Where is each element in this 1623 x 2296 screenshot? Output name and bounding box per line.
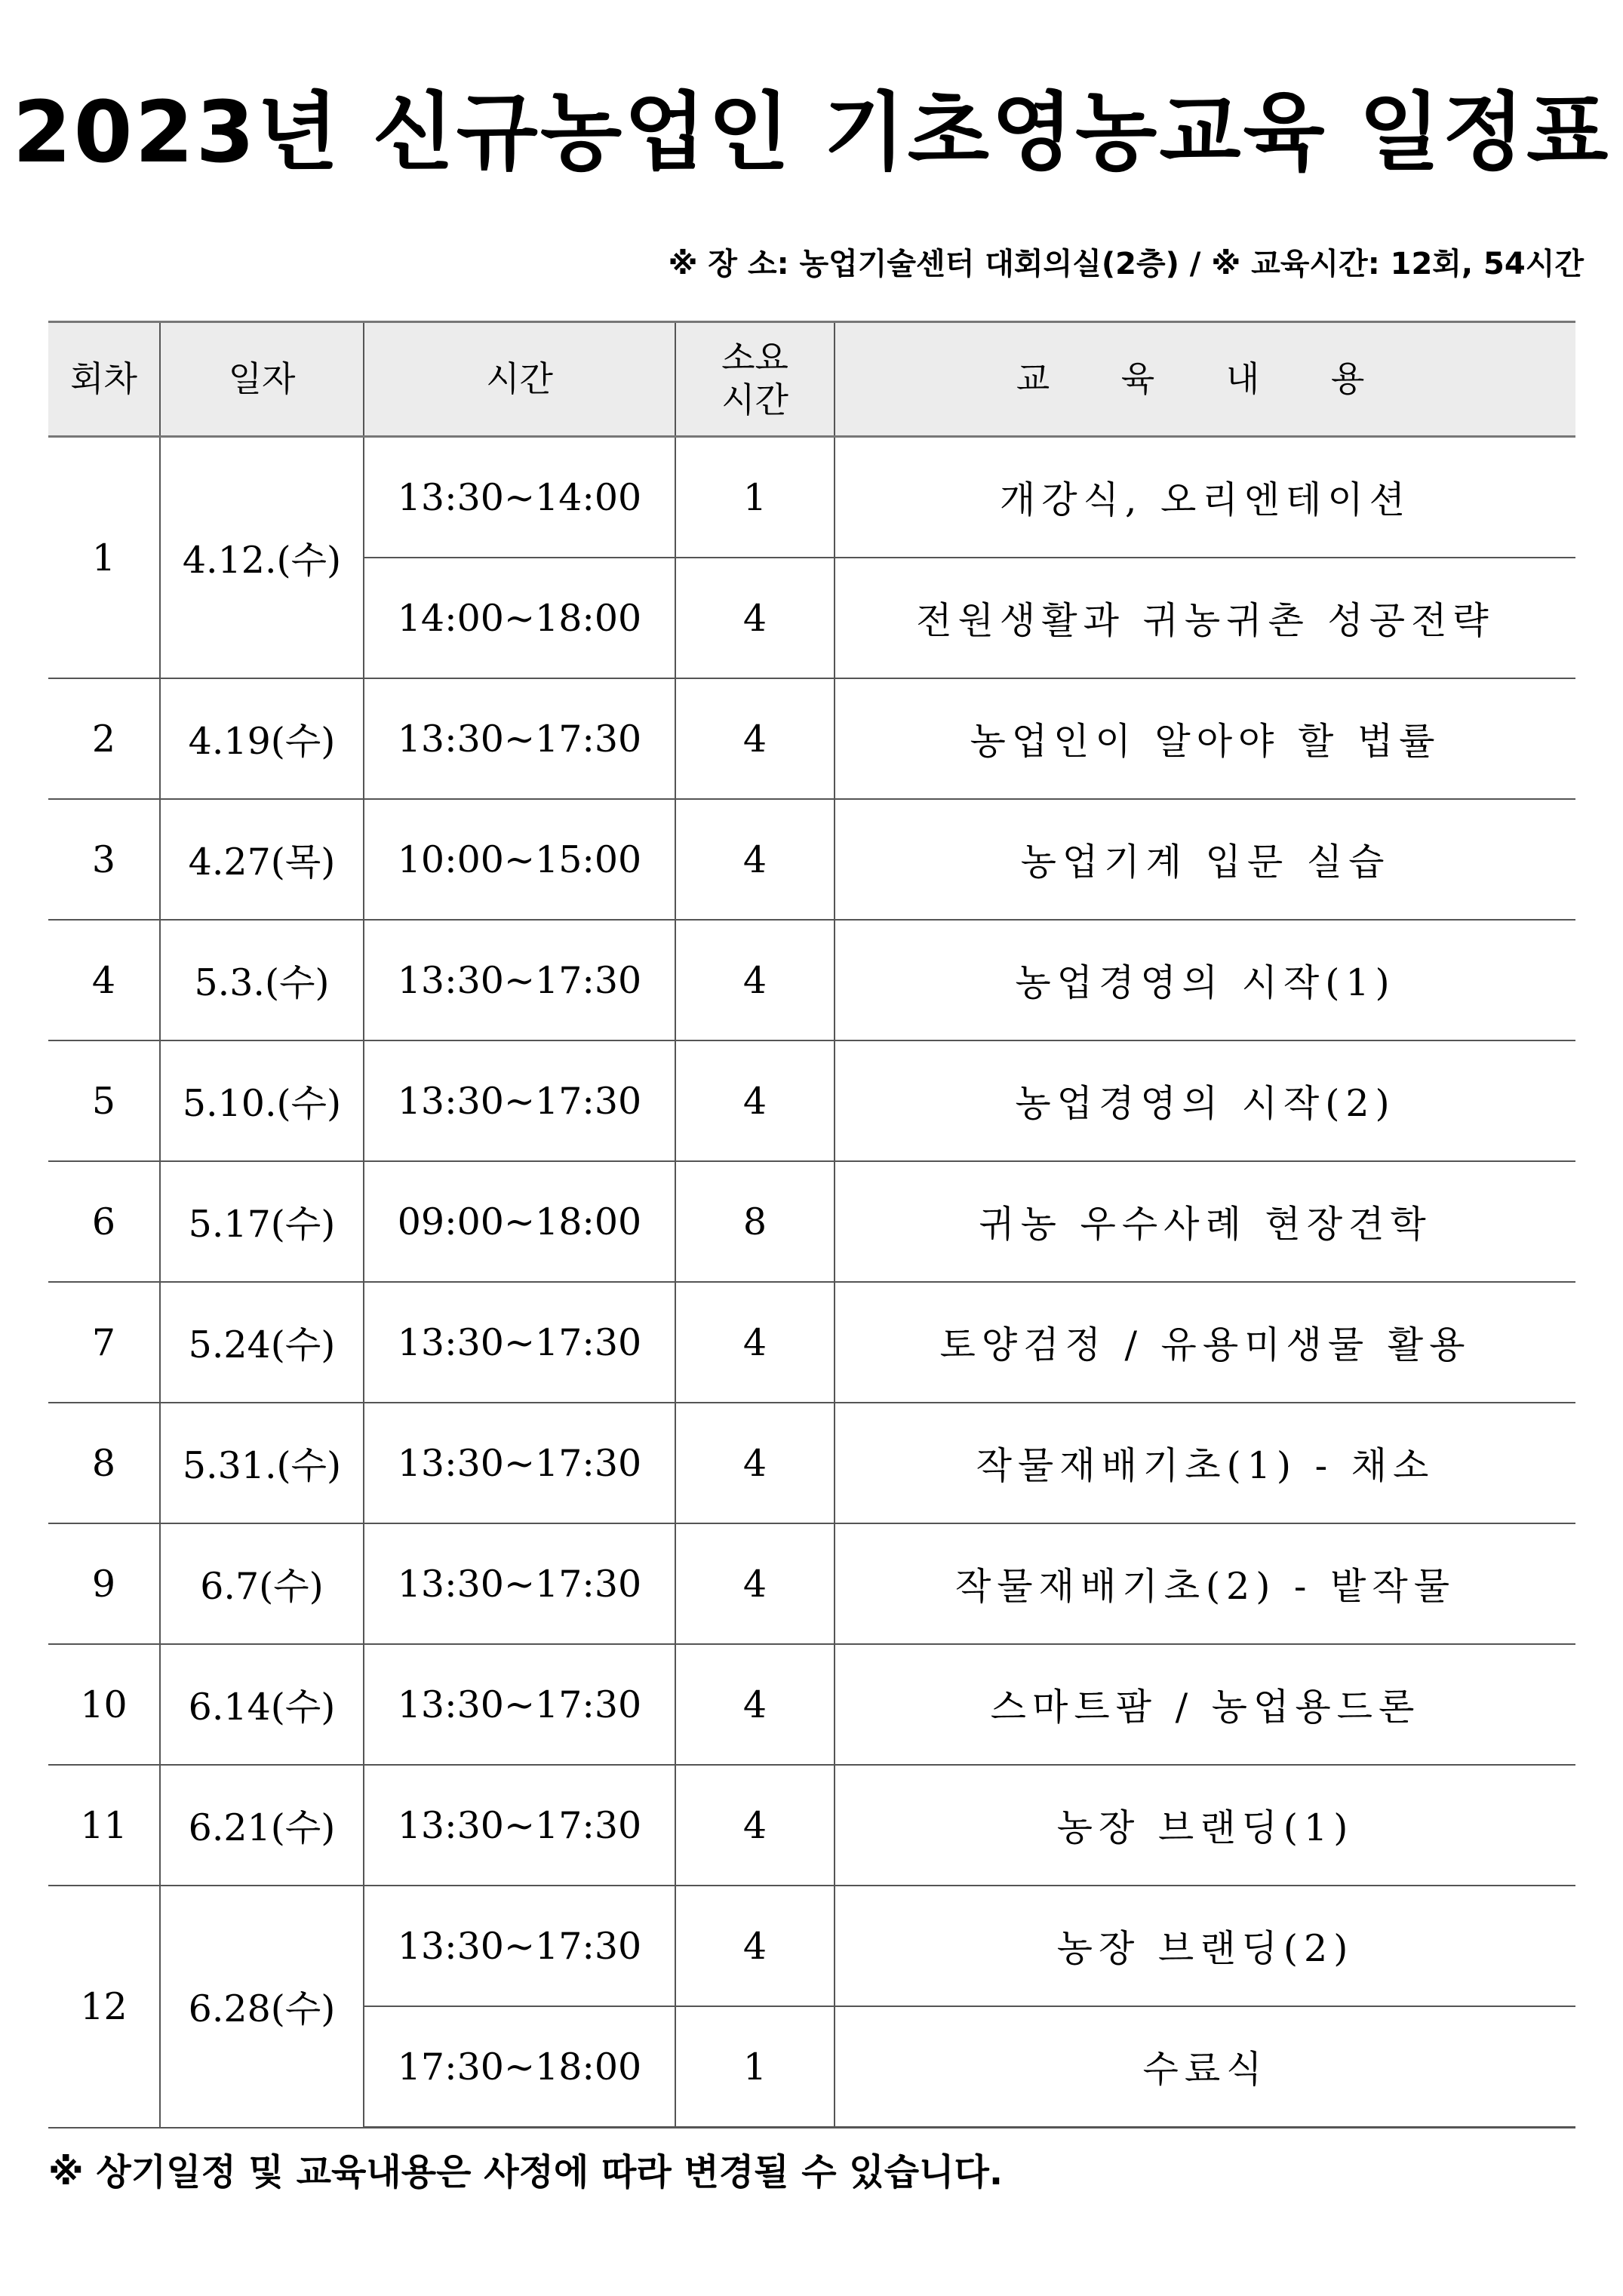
content-cell: 스마트팜 / 농업용드론 <box>835 1644 1575 1765</box>
time-cell: 13:30~17:30 <box>364 1765 675 1886</box>
round-cell: 2 <box>48 678 160 799</box>
table-row <box>48 1644 1575 1765</box>
content-cell: 작물재배기초(1) - 채소 <box>835 1403 1575 1523</box>
hours-cell: 8 <box>675 1161 835 1282</box>
hours-cell: 4 <box>675 1644 835 1765</box>
hours-cell: 1 <box>675 437 835 558</box>
content-cell: 전원생활과 귀농귀촌 성공전략 <box>835 558 1575 678</box>
date-cell: 5.3.(수) <box>160 920 364 1040</box>
hours-cell: 4 <box>675 1403 835 1523</box>
schedule-table <box>48 321 1575 2128</box>
time-cell: 13:30~17:30 <box>364 1403 675 1523</box>
table-row <box>48 1523 1575 1644</box>
round-cell: 5 <box>48 1040 160 1161</box>
content-cell: 농업경영의 시작(1) <box>835 920 1575 1040</box>
table-row <box>48 920 1575 1040</box>
round-cell: 3 <box>48 799 160 920</box>
hours-cell: 4 <box>675 799 835 920</box>
time-cell: 13:30~17:30 <box>364 1644 675 1765</box>
header-content: 교 육 내 용 <box>835 322 1575 437</box>
header-duration-line2: 시간 <box>721 379 788 420</box>
time-cell: 09:00~18:00 <box>364 1161 675 1282</box>
date-cell: 4.12.(수) <box>160 437 364 679</box>
content-cell: 농업경영의 시작(2) <box>835 1040 1575 1161</box>
footer-note: ※ 상기일정 및 교육내용은 사정에 따라 변경될 수 있습니다. <box>48 2151 1004 2193</box>
hours-cell: 4 <box>675 558 835 678</box>
hours-cell: 1 <box>675 2006 835 2128</box>
date-cell: 6.21(수) <box>160 1765 364 1886</box>
content-cell: 작물재배기초(2) - 밭작물 <box>835 1523 1575 1644</box>
date-cell: 4.19(수) <box>160 678 364 799</box>
content-cell: 농업기계 입문 실습 <box>835 799 1575 920</box>
time-cell: 13:30~17:30 <box>364 1523 675 1644</box>
content-cell: 수료식 <box>835 2006 1575 2128</box>
round-cell: 10 <box>48 1644 160 1765</box>
time-cell: 13:30~17:30 <box>364 920 675 1040</box>
table-row <box>48 1282 1575 1403</box>
time-cell: 13:30~14:00 <box>364 437 675 558</box>
table-row <box>48 1040 1575 1161</box>
time-cell: 10:00~15:00 <box>364 799 675 920</box>
table-row <box>48 437 1575 558</box>
round-cell: 7 <box>48 1282 160 1403</box>
round-cell: 12 <box>48 1886 160 2128</box>
content-cell: 토양검정 / 유용미생물 활용 <box>835 1282 1575 1403</box>
time-cell: 13:30~17:30 <box>364 1886 675 2006</box>
round-cell: 9 <box>48 1523 160 1644</box>
content-cell: 농장 브랜딩(1) <box>835 1765 1575 1886</box>
header-date: 일자 <box>160 322 364 437</box>
table-row <box>48 1403 1575 1523</box>
round-cell: 11 <box>48 1765 160 1886</box>
round-cell: 8 <box>48 1403 160 1523</box>
date-cell: 5.10.(수) <box>160 1040 364 1161</box>
content-cell: 귀농 우수사례 현장견학 <box>835 1161 1575 1282</box>
hours-cell: 4 <box>675 1523 835 1644</box>
table-row <box>48 678 1575 799</box>
location-and-hours-info: ※ 장 소: 농업기술센터 대회의실(2층) / ※ 교육시간: 12회, 54시간 <box>668 247 1584 281</box>
header-row <box>48 322 1575 437</box>
content-cell: 농장 브랜딩(2) <box>835 1886 1575 2006</box>
header-duration <box>675 322 835 437</box>
hours-cell: 4 <box>675 678 835 799</box>
round-cell: 1 <box>48 437 160 679</box>
header-round: 회차 <box>48 322 160 437</box>
date-cell: 5.17(수) <box>160 1161 364 1282</box>
date-cell: 5.31.(수) <box>160 1403 364 1523</box>
time-cell: 17:30~18:00 <box>364 2006 675 2128</box>
page-title: 2023년 신규농업인 기초영농교육 일정표 <box>12 84 1611 182</box>
hours-cell: 4 <box>675 1886 835 2006</box>
content-cell: 농업인이 알아야 할 법률 <box>835 678 1575 799</box>
time-cell: 13:30~17:30 <box>364 1040 675 1161</box>
time-cell: 13:30~17:30 <box>364 1282 675 1403</box>
date-cell: 6.14(수) <box>160 1644 364 1765</box>
round-cell: 4 <box>48 920 160 1040</box>
round-cell: 6 <box>48 1161 160 1282</box>
hours-cell: 4 <box>675 1765 835 1886</box>
table-row <box>48 799 1575 920</box>
header-time: 시간 <box>364 322 675 437</box>
content-cell: 개강식, 오리엔테이션 <box>835 437 1575 558</box>
date-cell: 6.28(수) <box>160 1886 364 2128</box>
hours-cell: 4 <box>675 920 835 1040</box>
hours-cell: 4 <box>675 1282 835 1403</box>
date-cell: 4.27(목) <box>160 799 364 920</box>
header-duration-line1: 소요 <box>721 337 788 379</box>
table-row <box>48 1886 1575 2006</box>
time-cell: 13:30~17:30 <box>364 678 675 799</box>
date-cell: 6.7(수) <box>160 1523 364 1644</box>
table-row <box>48 1161 1575 1282</box>
table-row <box>48 1765 1575 1886</box>
hours-cell: 4 <box>675 1040 835 1161</box>
time-cell: 14:00~18:00 <box>364 558 675 678</box>
date-cell: 5.24(수) <box>160 1282 364 1403</box>
